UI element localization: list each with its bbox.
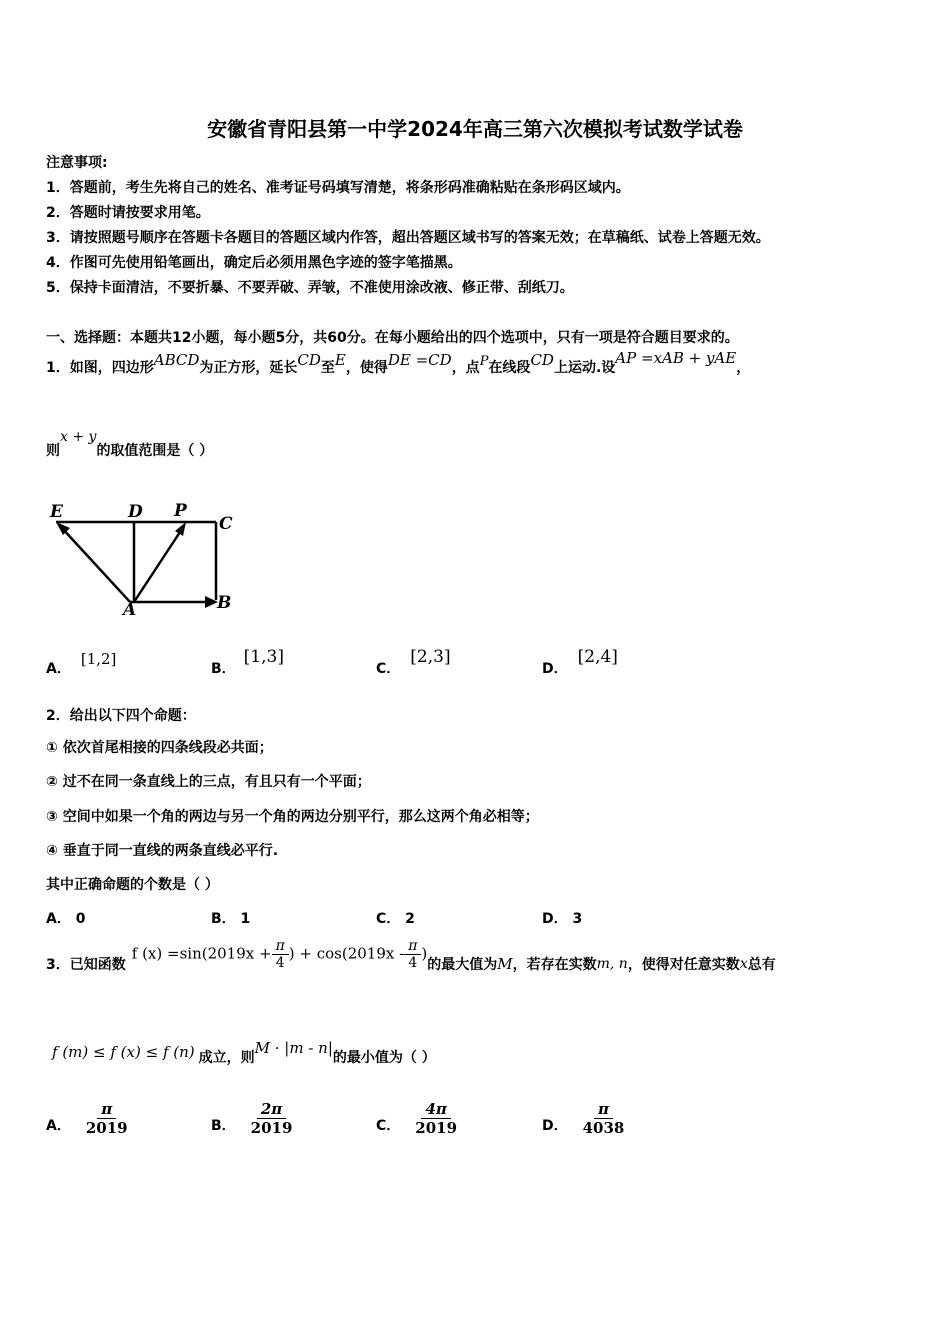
page-title: 安徽省青阳县第一中学2024年高三第六次模拟考试数学试卷	[207, 117, 743, 141]
section-heading: 一、选择题：本题共12小题，每小题5分，共60分。在每小题给出的四个选项中，只有一项是符合题目要求的。	[46, 330, 739, 346]
note-item: 4．作图可先使用铅笔画出，确定后必须用黑色字迹的签字笔描黑。	[46, 255, 462, 271]
function-expression: f (x) =sin(2019x + $\frac{\pi}{4}$ ) + cos(2019x - $\frac{\pi}{4}$ )	[131, 937, 428, 971]
question-3-stem: 3．已知函数 f (x) =sin(2019x + $\frac{\pi}{4}$ ) + cos(2019x - $\frac{\pi}{4}$ ) 的最大值为 M ，若存在实数 m, n ，使得对任意实数 x 总有	[46, 937, 776, 973]
q1-option-d[interactable]: D．[2,4]	[542, 647, 618, 677]
q2-option-d[interactable]: D． 3	[542, 911, 583, 927]
question-1-stem: 1．如图，四边形ABCD为正方形，延长CD至E，使得DE =CD，点P在线段CD上运动.设AP =xAB + yAE，	[46, 349, 751, 376]
q2-proposition: ① 依次首尾相接的四条线段必共面；	[46, 740, 273, 756]
question-3-line2: f (m) ≤ f (x) ≤ f (n) 成立，则M · |m - n|的最小值为（ ）	[52, 1039, 436, 1066]
question-1-line2: 则x + y的取值范围是（ ）	[46, 429, 214, 459]
q3-option-a[interactable]: A． $\frac{\pi}{2019}$	[46, 1100, 128, 1137]
q2-proposition: ④ 垂直于同一直线的两条直线必平行.	[46, 843, 279, 859]
q1-option-a[interactable]: A．[1,2]	[46, 650, 117, 677]
label-d: D	[128, 502, 143, 522]
q3-option-c[interactable]: C． $\frac{4\pi}{2019}$	[376, 1100, 458, 1137]
q1-option-b[interactable]: B．[1,3]	[211, 647, 284, 677]
label-b: B	[217, 593, 232, 613]
q1-option-c[interactable]: C．[2,3]	[376, 647, 451, 677]
q2-proposition: ② 过不在同一条直线上的三点，有且只有一个平面；	[46, 774, 371, 790]
label-a: A	[123, 600, 137, 620]
note-item: 5．保持卡面清洁，不要折暴、不要弄破、弄皱，不准使用涂改液、修正带、刮纸刀。	[46, 280, 574, 296]
note-item: 3．请按照题号顺序在答题卡各题目的答题区域内作答，超出答题区域书写的答案无效；在草稿纸、试卷上答题无效。	[46, 230, 770, 246]
q3-option-d[interactable]: D． $\frac{\pi}{4038}$	[542, 1100, 625, 1137]
label-c: C	[219, 514, 233, 534]
notes-heading: 注意事项:	[46, 155, 108, 171]
q2-option-b[interactable]: B． 1	[211, 911, 251, 927]
note-item: 2．答题时请按要求用笔。	[46, 205, 210, 221]
label-e: E	[50, 502, 63, 522]
square-figure	[44, 495, 244, 620]
q3-option-b[interactable]: B． $\frac{2\pi}{2019}$	[211, 1100, 293, 1137]
label-p: P	[174, 501, 187, 521]
question-2-stem: 2．给出以下四个命题：	[46, 708, 196, 724]
q2-question: 其中正确命题的个数是（ ）	[46, 877, 219, 893]
q2-option-a[interactable]: A． 0	[46, 911, 86, 927]
q2-proposition: ③ 空间中如果一个角的两边与另一个角的两边分别平行，那么这两个角必相等；	[46, 809, 539, 825]
note-item: 1．答题前，考生先将自己的姓名、准考证号码填写清楚，将条形码准确粘贴在条形码区域内。	[46, 180, 630, 196]
q2-option-c[interactable]: C． 2	[376, 911, 415, 927]
